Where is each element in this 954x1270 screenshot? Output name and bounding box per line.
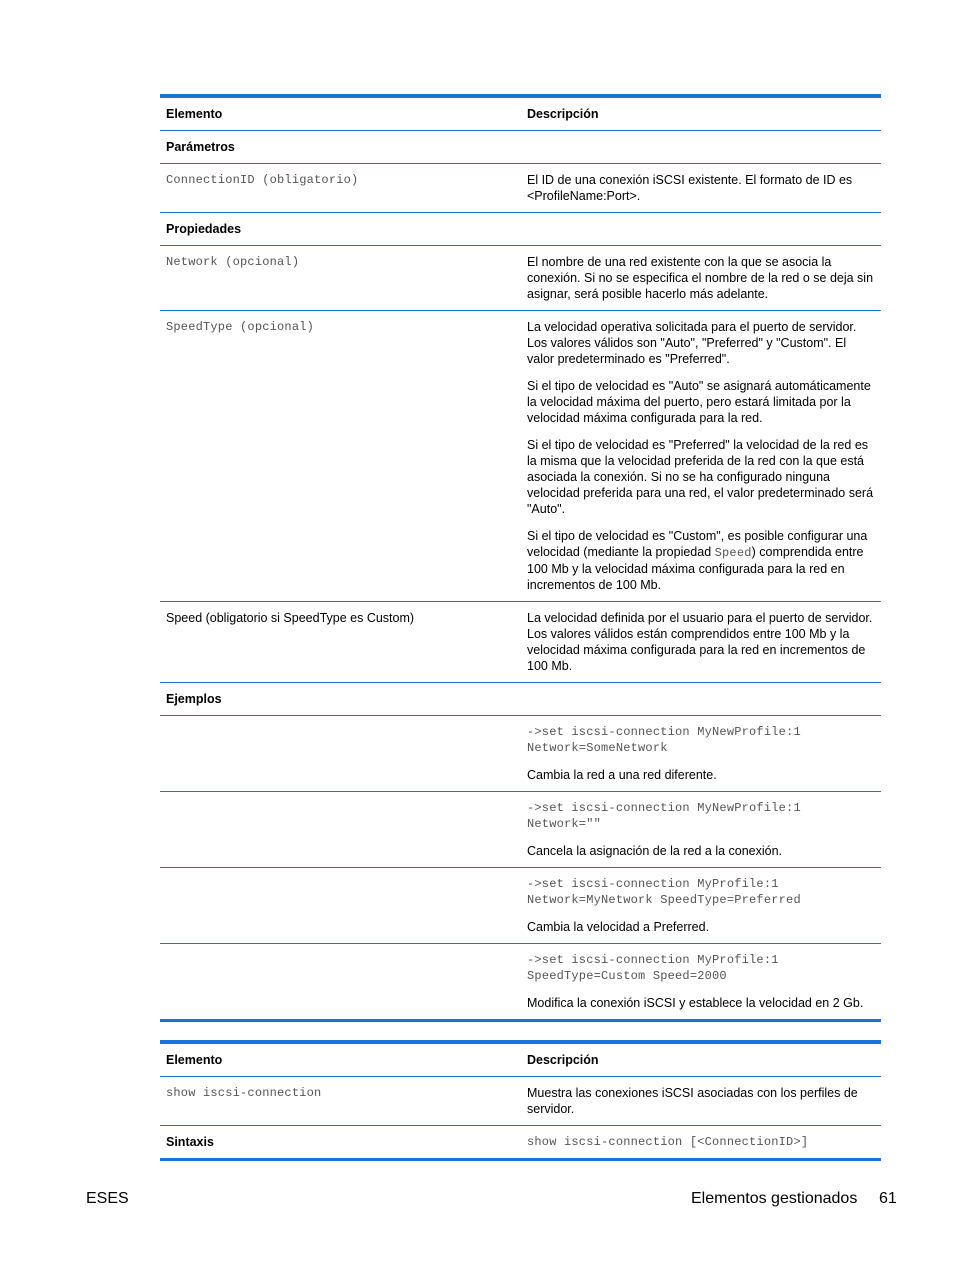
- inline-code: Speed: [714, 546, 752, 560]
- header-elemento: Elemento: [166, 107, 223, 121]
- param-description: El ID de una conexión iSCSI existente. El formato de ID es <ProfileName:Port>.: [527, 173, 853, 203]
- table-header-row: [160, 98, 881, 131]
- example-code: ->set iscsi-connection MyProfile:1 SpeedType=Custom Speed=2000: [527, 953, 779, 983]
- property-description: [521, 311, 881, 601]
- footer-page-number: 61: [879, 1190, 897, 1207]
- element-table-show-iscsi-connection: [160, 1040, 881, 1161]
- header-elemento: Elemento: [166, 1053, 223, 1067]
- example-row: [160, 868, 881, 944]
- example-row: [160, 792, 881, 868]
- example-code: ->set iscsi-connection MyNewProfile:1 Network="": [527, 801, 801, 831]
- syntax-code: show iscsi-connection [<ConnectionID>]: [527, 1135, 809, 1149]
- footer-section-title: Elementos gestionados: [691, 1190, 858, 1207]
- table-row: [160, 164, 881, 213]
- header-descripcion: Descripción: [527, 1053, 599, 1067]
- property-name: Network (opcional): [166, 255, 300, 269]
- example-code: ->set iscsi-connection MyProfile:1 Network=MyNetwork SpeedType=Preferred: [527, 877, 801, 907]
- table-bottom-rule: [160, 1019, 881, 1022]
- example-description: Cambia la red a una red diferente.: [527, 768, 717, 782]
- table-row: [160, 1077, 881, 1126]
- description-paragraph: Si el tipo de velocidad es "Custom", es posible configurar una velocidad (mediante la propiedad Speed) comprendida entre 100 Mb y la velocidad máxima configurada para la red en incrementos de 100 Mb.: [527, 529, 868, 592]
- header-descripcion: Descripción: [527, 107, 599, 121]
- table-header-row: [160, 1044, 881, 1077]
- table-bottom-rule: [160, 1158, 881, 1161]
- section-label: Propiedades: [166, 222, 242, 236]
- section-label: Ejemplos: [166, 692, 222, 706]
- example-row: [160, 944, 881, 1019]
- description-paragraph: La velocidad operativa solicitada para el puerto de servidor. Los valores válidos son "Auto", "Preferred" y "Custom". El valor predeterminado es "Preferred".: [527, 320, 857, 366]
- property-description: El nombre de una red existente con la que se asocia la conexión. Si no se especifica el nombre de la red o se deja sin asignar, será posible hacerlo más adelante.: [527, 255, 874, 301]
- table-row: [160, 602, 881, 683]
- command-description: Muestra las conexiones iSCSI asociadas con los perfiles de servidor.: [527, 1086, 858, 1116]
- example-description: Modifica la conexión iSCSI y establece la velocidad en 2 Gb.: [527, 996, 864, 1010]
- command-name: show iscsi-connection: [166, 1086, 322, 1100]
- element-table-set-iscsi-connection: [160, 94, 881, 1022]
- property-name: SpeedType (opcional): [166, 320, 315, 334]
- footer-locale: ESES: [86, 1190, 129, 1207]
- property-name: Speed (obligatorio si SpeedType es Custom): [166, 611, 415, 625]
- section-row-parametros: [160, 131, 881, 164]
- syntax-label: Sintaxis: [166, 1135, 214, 1149]
- example-code: ->set iscsi-connection MyNewProfile:1 Network=SomeNetwork: [527, 725, 801, 755]
- section-row-propiedades: [160, 213, 881, 246]
- property-description: La velocidad definida por el usuario para el puerto de servidor. Los valores válidos están comprendidos entre 100 Mb y la velocidad máxima configurada para la red en incrementos de 100 Mb.: [527, 611, 873, 673]
- param-name: ConnectionID (obligatorio): [166, 173, 359, 187]
- description-paragraph: Si el tipo de velocidad es "Preferred" la velocidad de la red es la misma que la velocidad preferida de la red con la que está asociada la conexión. Si no se ha configurado ninguna velocidad preferida para una red, el valor predeterminado será "Auto".: [527, 438, 874, 516]
- table-row: [160, 311, 881, 602]
- example-row: [160, 716, 881, 792]
- example-description: Cancela la asignación de la red a la conexión.: [527, 844, 783, 858]
- section-row-ejemplos: [160, 683, 881, 716]
- syntax-row: [160, 1126, 881, 1158]
- description-paragraph: Si el tipo de velocidad es "Auto" se asignará automáticamente la velocidad máxima del puerto, pero estará limitada por la velocidad máxima configurada para la red.: [527, 379, 871, 425]
- table-row: [160, 246, 881, 311]
- example-description: Cambia la velocidad a Preferred.: [527, 920, 710, 934]
- section-label: Parámetros: [166, 140, 235, 154]
